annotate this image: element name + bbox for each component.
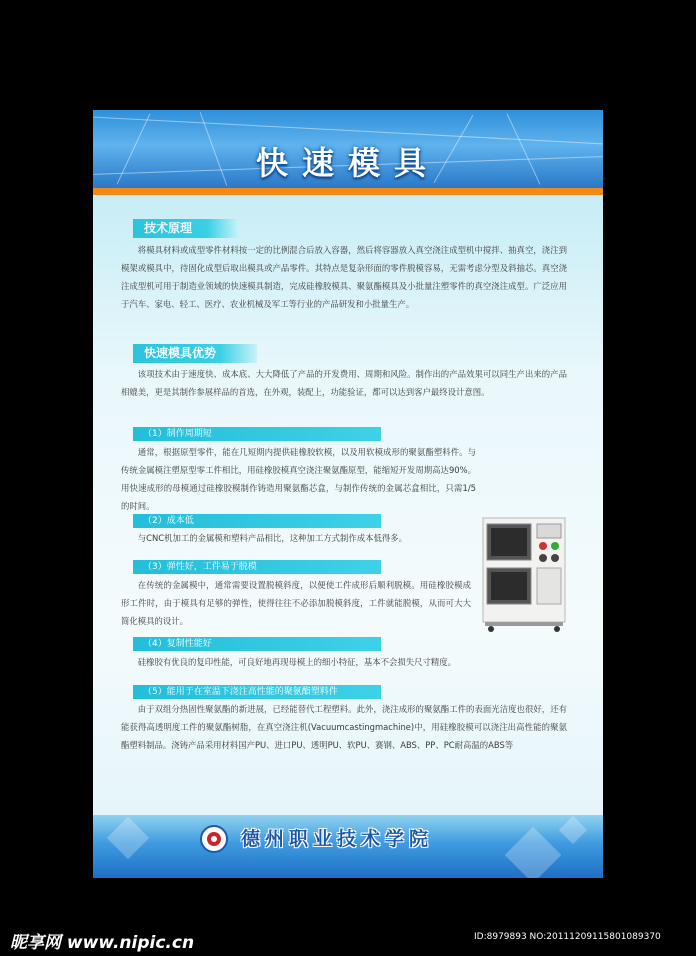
item-heading-5: （5）能用于在室温下浇注高性能的聚氨酯塑料件 [133,685,381,699]
page-title: 快速模具 [255,144,440,182]
item-heading-2: （2）成本低 [133,514,381,528]
poster [93,110,603,878]
item-text-4: 硅橡胶有优良的复印性能，可良好地再现母模上的细小特征，基本不会损失尺寸精度。 [137,657,457,667]
school-name: 德州职业技术学院 [241,828,434,850]
item-text-1: 通常，根据原型零件，能在几短期内提供硅橡胶软模，以及用软模成形的聚氨酯塑料件。与传统金属模注塑原型零工件相比，用硅橡胶模真空浇注聚氨酯原型，能缩短开发周期高达90%。用快速成形的母模通过硅橡胶模制作铸造用聚氨酯芯盒，与制作传统的金属芯盒相比，只需1/5的时间。 [121,447,476,511]
item-text-2: 与CNC机加工的金属模和塑料产品相比，这种加工方式制作成本低得多。 [137,533,408,543]
section-heading-advantages: 快速模具优势 [133,344,257,363]
school-logo-icon [200,825,228,853]
item-text-5: 由于双组分热固性聚氨酯的新进展，已经能替代工程塑料。此外，浇注成形的聚氨酯工件的表面光洁度也很好，还有能获得高透明度工件的聚氨酯树脂，在真空浇注机(Vacuumcastingmachine)中，用硅橡胶模可以浇注出高性能的聚氨酯塑料制品。浇铸产品采用材料国产PU、进口PU、透明PU、软PU、赛钢、ABS、PP、PC耐高温的ABS等 [121,704,567,750]
watermark-id: ID:8979893 NO:20111209115801089370 [474,932,661,942]
item-text-3: 在传统的金属模中，通常需要设置脱模斜度，以便使工件成形后顺利脱模。用硅橡胶模成形工件时，由于模具有足够的弹性，使得往往不必添加脱模斜度，工件就能脱模，从而可大大简化模具的设计。 [121,580,471,626]
item-heading-1: （1）制作周期短 [133,427,381,441]
header-banner [93,110,603,188]
item-heading-4: （4）复制性能好 [133,637,381,651]
footer-banner [93,815,603,878]
principle-paragraph: 将模具材料或成型零件材料按一定的比例混合后放入容器，然后将容器放入真空浇注成型机中搅拌、抽真空，浇注到模架或模具中，待固化成型后取出模具或产品零件。其特点是复杂形面的零件脱模容易，无需考虑分型及斜抽芯。真空浇注成型机可用于制造业领域的快速模具制造，完成硅橡胶模具、聚氨酯模具及小批量注塑零件的真空浇注成型。广泛应用于汽车、家电、轻工、医疗、农业机械及军工等行业的产品研发和小批量生产。 [121,245,567,309]
advantages-paragraph: 该项技术由于速度快、成本底、大大降低了产品的开发费用、周期和风险。制作出的产品效果可以同生产出来的产品相媲美，更是其制作参展样品的首选，在外观，装配上，功能验证，都可以达到客户最终设计意图。 [121,369,567,397]
accent-stripe [93,188,603,195]
watermark-site: 昵享网 www.nipic.cn [10,933,195,953]
item-heading-3: （3）弹性好，工件易于脱模 [133,560,381,574]
vacuum-casting-machine-image [481,516,567,634]
section-heading-principle: 技术原理 [133,219,239,238]
